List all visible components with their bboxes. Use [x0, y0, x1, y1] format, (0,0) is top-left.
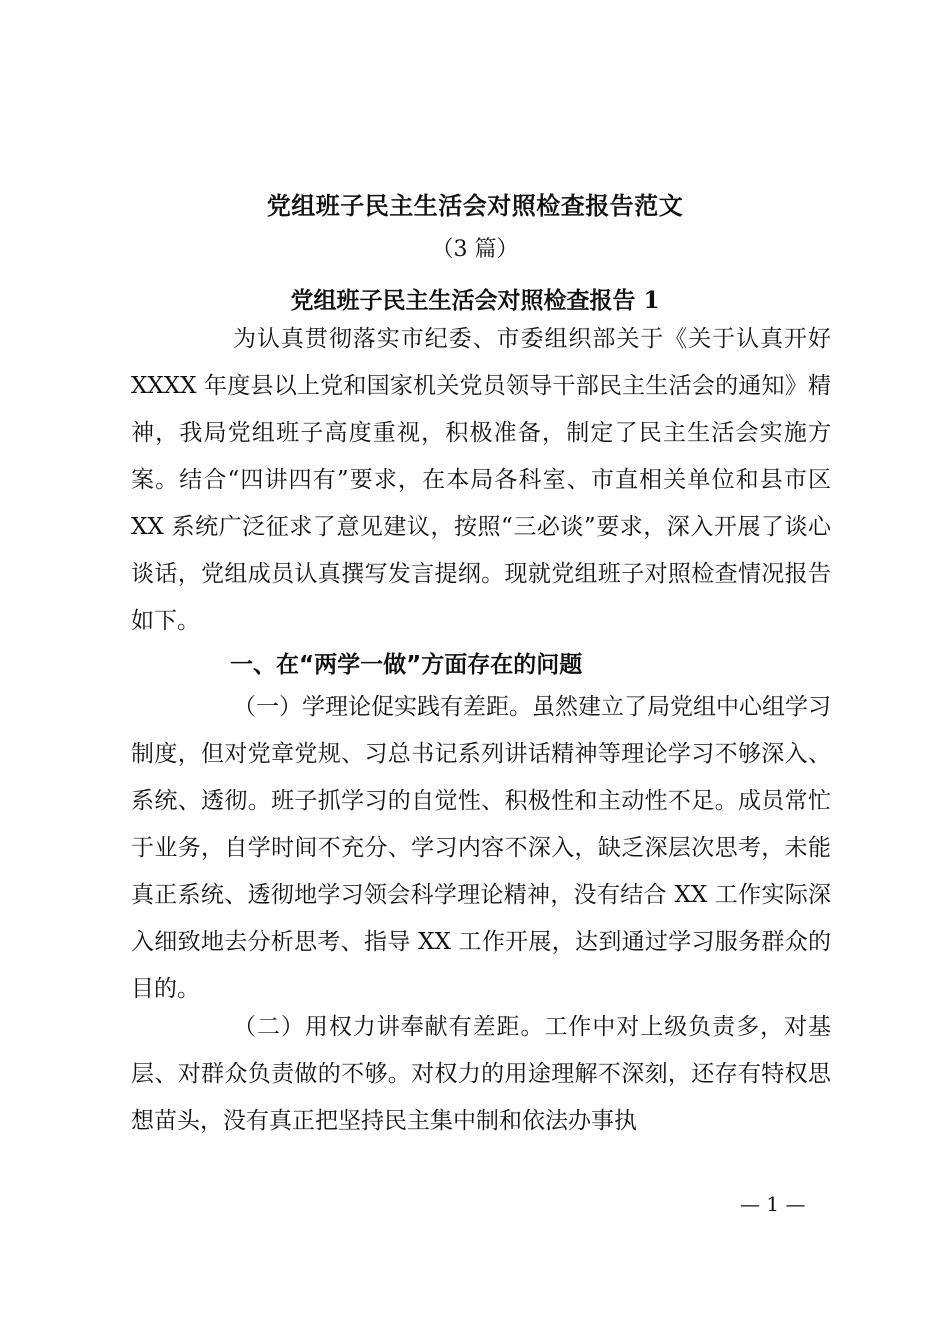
- report-title: 党组班子民主生活会对照检查报告 1: [290, 287, 660, 314]
- page-number: — 1 —: [740, 1192, 806, 1216]
- paragraph-two: （二）用权力讲奉献有差距。工作中对上级负责多，对基层、对群众负责做的不够。对权力的用途理解不深刻，还存有特权思想苗头，没有真正把坚持民主集中制和依法办事执: [131, 1014, 831, 1134]
- document-title: 党组班子民主生活会对照检查报告范文: [266, 191, 684, 220]
- document-subtitle: （3 篇）: [431, 237, 519, 262]
- intro-paragraph: 为认真贯彻落实市纪委、市委组织部关于《关于认真开好 XXXX 年度县以上党和国家机关党员领导干部民主生活会的通知》精神，我局党组班子高度重视，积极准备，制定了民主生活会实施方案。结合“四讲四有”要求，在本局各科室、市直相关单位和县市区 XX 系统广泛征求了意见建议，按照“三必谈”要求，深入开展了谈心谈话，党组成员认真撰写发言提纲。现就党组班子对照检查情况报告如下。: [131, 326, 831, 634]
- paragraph-one: （一）学理论促实践有差距。虽然建立了局党组中心组学习制度，但对党章党规、习总书记系列讲话精神等理论学习不够深入、系统、透彻。班子抓学习的自觉性、积极性和主动性不足。成员常忙于业务，自学时间不充分、学习内容不深入，缺乏深层次思考，未能真正系统、透彻地学习领会科学理论精神，没有结合 XX 工作实际深入细致地去分析思考、指导 XX 工作开展，达到通过学习服务群众的目的。: [131, 694, 831, 1002]
- section-heading: 一、在“两学一做”方面存在的问题: [230, 652, 583, 678]
